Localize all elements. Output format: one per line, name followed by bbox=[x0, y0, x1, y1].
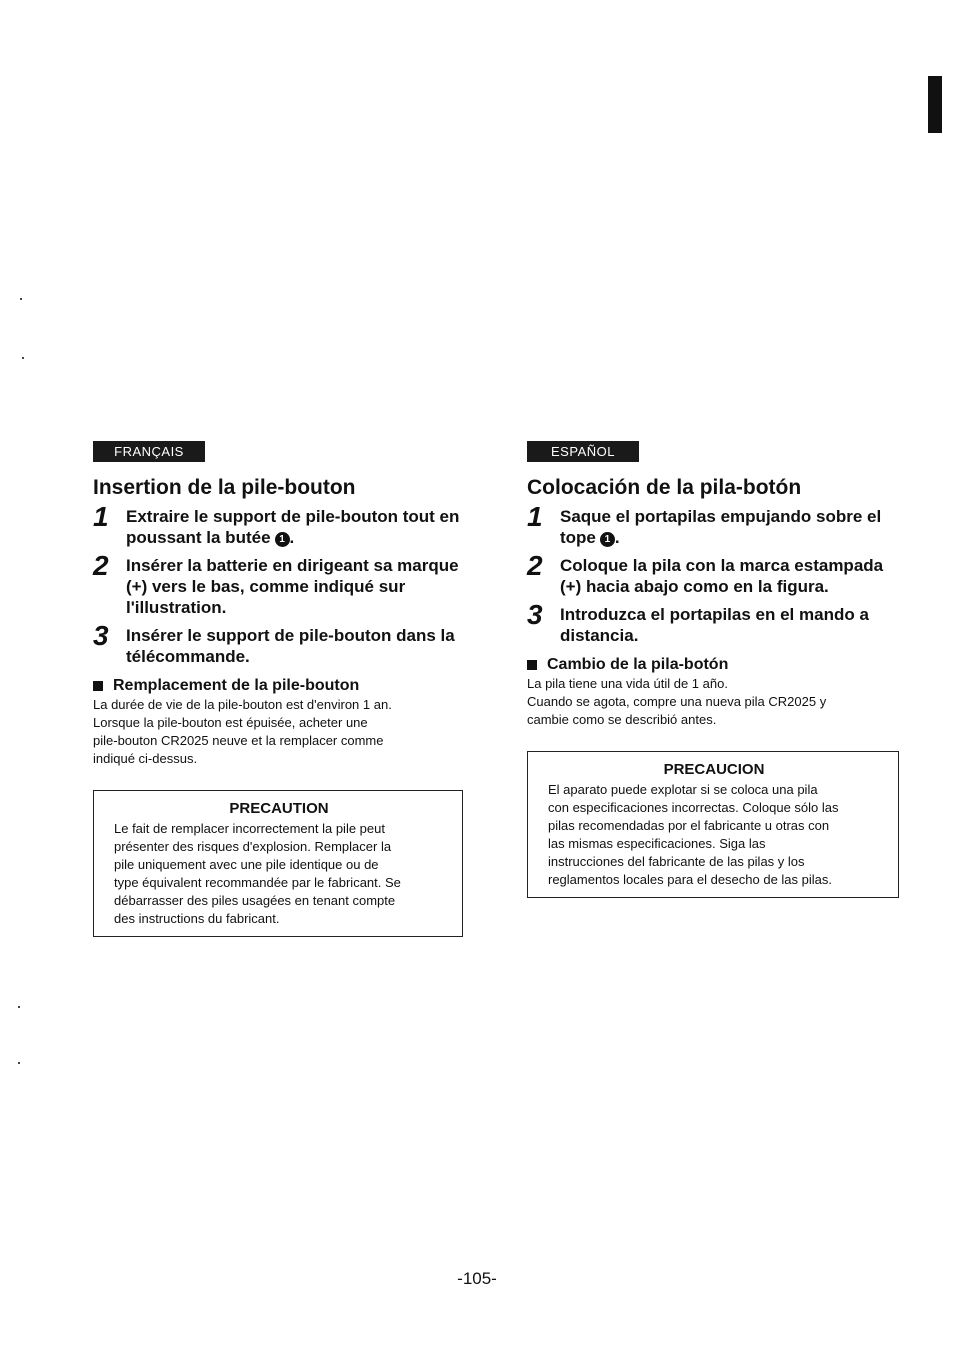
step-text: Introduzca el portapilas en el mando a distancia. bbox=[560, 605, 869, 645]
caution-title: PRECAUCION bbox=[663, 761, 765, 778]
step-number: 3 bbox=[93, 620, 109, 651]
caution-box-spanish bbox=[527, 751, 899, 898]
caution-line: présenter des risques d'explosion. Remplacer la bbox=[114, 839, 392, 854]
step-number: 1 bbox=[93, 501, 109, 532]
step-text: Insérer la batterie en dirigeant sa marque (+) vers le bas, comme indiqué sur l'illustration. bbox=[126, 556, 459, 617]
caution-line: El aparato puede explotar si se coloca una pila bbox=[548, 782, 818, 797]
step-end: . bbox=[614, 528, 620, 547]
subsection-title: Cambio de la pila-botón bbox=[547, 656, 729, 673]
subsection-heading-spanish bbox=[527, 655, 899, 675]
steps-list-spanish bbox=[527, 501, 899, 646]
step-number: 2 bbox=[93, 550, 109, 581]
circled-number-icon: 1 bbox=[275, 532, 290, 547]
step-item bbox=[93, 501, 463, 548]
step-item bbox=[527, 501, 899, 548]
caution-line: instrucciones del fabricante de las pilas y los bbox=[548, 854, 805, 869]
step-text: Extraire le support de pile-bouton tout en poussant la butée bbox=[126, 507, 460, 547]
page-number: -105- bbox=[457, 1269, 497, 1288]
step-item bbox=[93, 550, 463, 618]
step-number: 2 bbox=[527, 550, 543, 581]
step-end: . bbox=[289, 528, 295, 547]
replacement-line: La durée de vie de la pile-bouton est d'environ 1 an. bbox=[93, 697, 392, 712]
square-bullet-icon bbox=[93, 681, 103, 691]
step-item bbox=[93, 620, 463, 667]
caution-line: Le fait de remplacer incorrectement la pile peut bbox=[114, 821, 385, 836]
caution-line: pile uniquement avec une pile identique ou de bbox=[114, 857, 379, 872]
language-tag-french: FRANÇAIS bbox=[93, 441, 205, 462]
caution-line: type équivalent recommandée par le fabricant. Se bbox=[114, 875, 401, 890]
caution-line: con especificaciones incorrectas. Coloque sólo las bbox=[548, 800, 839, 815]
square-bullet-icon bbox=[527, 660, 537, 670]
caution-line: des instructions du fabricant. bbox=[114, 911, 280, 926]
scan-speck bbox=[18, 1006, 20, 1008]
caution-title: PRECAUTION bbox=[229, 800, 329, 817]
step-item bbox=[527, 599, 899, 646]
french-column bbox=[93, 441, 463, 937]
caution-line: débarrasser des piles usagées en tenant compte bbox=[114, 893, 396, 908]
circled-number-icon: 1 bbox=[600, 532, 615, 547]
replacement-line: La pila tiene una vida útil de 1 año. bbox=[527, 676, 728, 691]
subsection-heading-french bbox=[93, 676, 463, 696]
replacement-line: cambie como se describió antes. bbox=[527, 712, 717, 727]
replacement-line: indiqué ci-dessus. bbox=[93, 751, 198, 766]
step-text: Insérer le support de pile-bouton dans la télécommande. bbox=[126, 626, 455, 666]
caution-line: pilas recomendadas por el fabricante u otras con bbox=[548, 818, 830, 833]
caution-line: las mismas especificaciones. Siga las bbox=[548, 836, 766, 851]
step-text: Saque el portapilas empujando sobre el tope bbox=[560, 507, 882, 547]
caution-line: reglamentos locales para el desecho de las pilas. bbox=[548, 872, 833, 887]
step-number: 1 bbox=[527, 501, 543, 532]
steps-list-french bbox=[93, 501, 463, 667]
replacement-line: pile-bouton CR2025 neuve et la remplacer comme bbox=[93, 733, 384, 748]
page-edge-tab bbox=[928, 76, 942, 133]
language-tag-spanish: ESPAÑOL bbox=[527, 441, 639, 462]
spanish-column bbox=[527, 441, 899, 898]
replacement-line: Lorsque la pile-bouton est épuisée, acheter une bbox=[93, 715, 368, 730]
section-title-french: Insertion de la pile-bouton bbox=[93, 476, 356, 499]
subsection-title: Remplacement de la pile-bouton bbox=[113, 677, 360, 694]
section-title-spanish: Colocación de la pila-botón bbox=[527, 476, 802, 499]
step-number: 3 bbox=[527, 599, 543, 630]
step-item bbox=[527, 550, 899, 597]
replacement-line: Cuando se agota, compre una nueva pila CR2025 y bbox=[527, 694, 827, 709]
step-text: Coloque la pila con la marca estampada (+) hacia abajo como en la figura. bbox=[560, 556, 884, 596]
scan-speck bbox=[18, 1062, 20, 1064]
scan-speck bbox=[20, 298, 22, 300]
caution-box-french bbox=[93, 790, 463, 937]
scan-speck bbox=[22, 357, 24, 359]
